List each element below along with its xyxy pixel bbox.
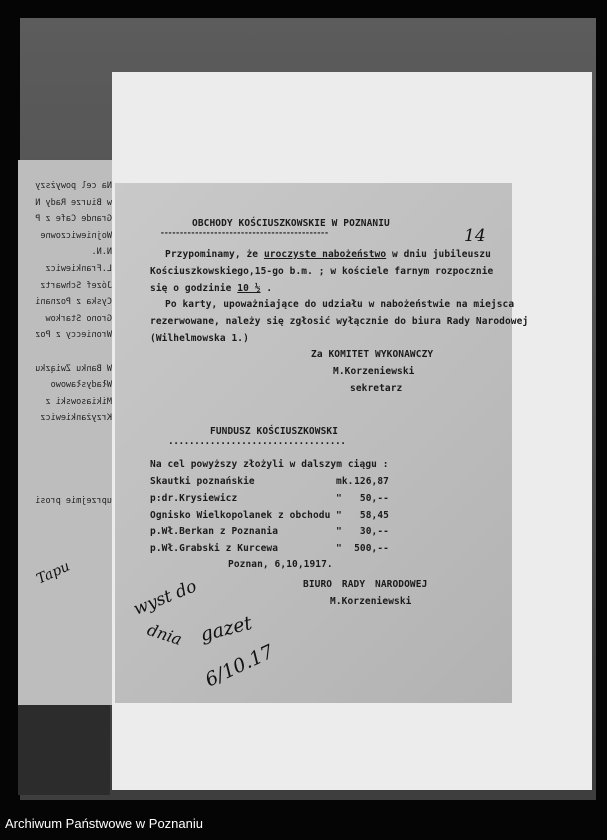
handwriting-line-1: wyst do	[130, 576, 200, 620]
mirrored-line: Grande Cafe z P	[35, 214, 112, 225]
section1-title: OBCHODY KOŚCIUSZKOWSKIE W POZNANIU	[192, 218, 390, 229]
body-line-4: Po karty, upoważniające do udziału w nabożeństwie na miejsca	[165, 299, 515, 310]
donor-name: p.Wł.Grabski z Kurcewa	[150, 543, 279, 555]
mirrored-line: Krzyżankiewicz	[40, 413, 112, 424]
signature-committee: Za KOMITET WYKONAWCZY	[311, 349, 434, 360]
page-number: 14	[464, 226, 486, 246]
mirrored-line: Na cel powyższy	[35, 181, 112, 191]
mirrored-text	[18, 178, 112, 510]
signature-role: sekretarz	[350, 383, 403, 394]
strip-shadow	[18, 705, 110, 795]
body-line-5: rezerwowane, należy się zgłosić wyłącznie do biura Rady Narodowej	[150, 316, 529, 327]
mirrored-line: Mikiasowski z	[45, 396, 112, 407]
donor-name: Skautki poznańskie	[150, 476, 255, 487]
amount-unit: "	[336, 492, 342, 504]
mirrored-line: w Biurze Rady N	[35, 197, 112, 208]
amount-unit: "	[336, 526, 342, 538]
mirrored-line: W Banku Związku	[35, 363, 112, 374]
mirrored-line: Wronieccy z Poz	[35, 330, 112, 341]
donation-amount: 58,45	[359, 509, 389, 521]
place-date: Poznan, 6,10,1917.	[228, 559, 333, 570]
mirrored-line	[18, 344, 112, 361]
mirrored-line: N.N.	[91, 247, 112, 258]
handwriting-line-2: gazet	[198, 611, 255, 647]
signature-name: M.Korzeniewski	[333, 366, 415, 377]
mirrored-line: Józef Schwartz	[40, 280, 112, 291]
bureau-name: M.Korzeniewski	[330, 596, 412, 607]
strip-handwriting: Tapu	[34, 558, 73, 588]
body-line-3: się o godzinie 10 ½ .	[150, 283, 273, 294]
donations-intro: Na cel powyższy złożyli w dalszym ciągu :	[150, 459, 389, 470]
mirrored-line: Władysławowo	[50, 380, 112, 391]
mirrored-line	[18, 477, 112, 494]
amount-unit: "	[336, 543, 342, 555]
archive-footer: Archiwum Państwowe w Poznaniu	[5, 816, 203, 831]
handwriting-line-3: dnia	[144, 620, 185, 649]
donation-amount: 500,--	[354, 543, 389, 555]
mirrored-line: L.Frankiewicz	[45, 263, 112, 274]
section2-title: FUNDUSZ KOŚCIUSZKOWSKI	[210, 426, 339, 437]
mirrored-line: Grono Starkow	[45, 313, 112, 324]
body-line-6: (Wilhelmowska 1.)	[150, 333, 249, 344]
donor-name: p.Wł.Berkan z Poznania	[150, 526, 279, 538]
body-line-1: Przypominamy, że uroczyste nabożeństwo w dniu jubileuszu	[165, 249, 491, 260]
left-strip-document	[18, 160, 112, 705]
donation-amount: 126,87	[354, 476, 389, 487]
mirrored-line: uprzejmie prosi	[35, 496, 112, 507]
amount-unit: mk.	[336, 476, 354, 487]
amount-unit: "	[336, 509, 342, 521]
donation-amount: 30,--	[359, 526, 389, 538]
donor-name: Ognisko Wielkopolanek z obchodu	[150, 509, 331, 521]
bureau-signature: BIURO RADY NARODOWEJ	[303, 579, 428, 590]
mirrored-line: Wojniewiczowne	[40, 230, 112, 241]
donation-amount: 50,--	[359, 492, 389, 504]
body-line-2: Kościuszkowskiego,15-go b.m. ; w kościele farnym rozpocznie	[150, 266, 494, 277]
mirrored-line	[18, 427, 112, 444]
mirrored-line	[18, 444, 112, 461]
handwriting-line-4: 6/10.17	[201, 640, 278, 692]
mirrored-line	[18, 460, 112, 477]
title-dots: ..................................	[168, 436, 346, 447]
mirrored-line: Cyska z Poznani	[35, 297, 112, 308]
title-underline: --------------------------------------------	[160, 228, 328, 237]
donor-name: p:dr.Krysiewicz	[150, 492, 238, 504]
